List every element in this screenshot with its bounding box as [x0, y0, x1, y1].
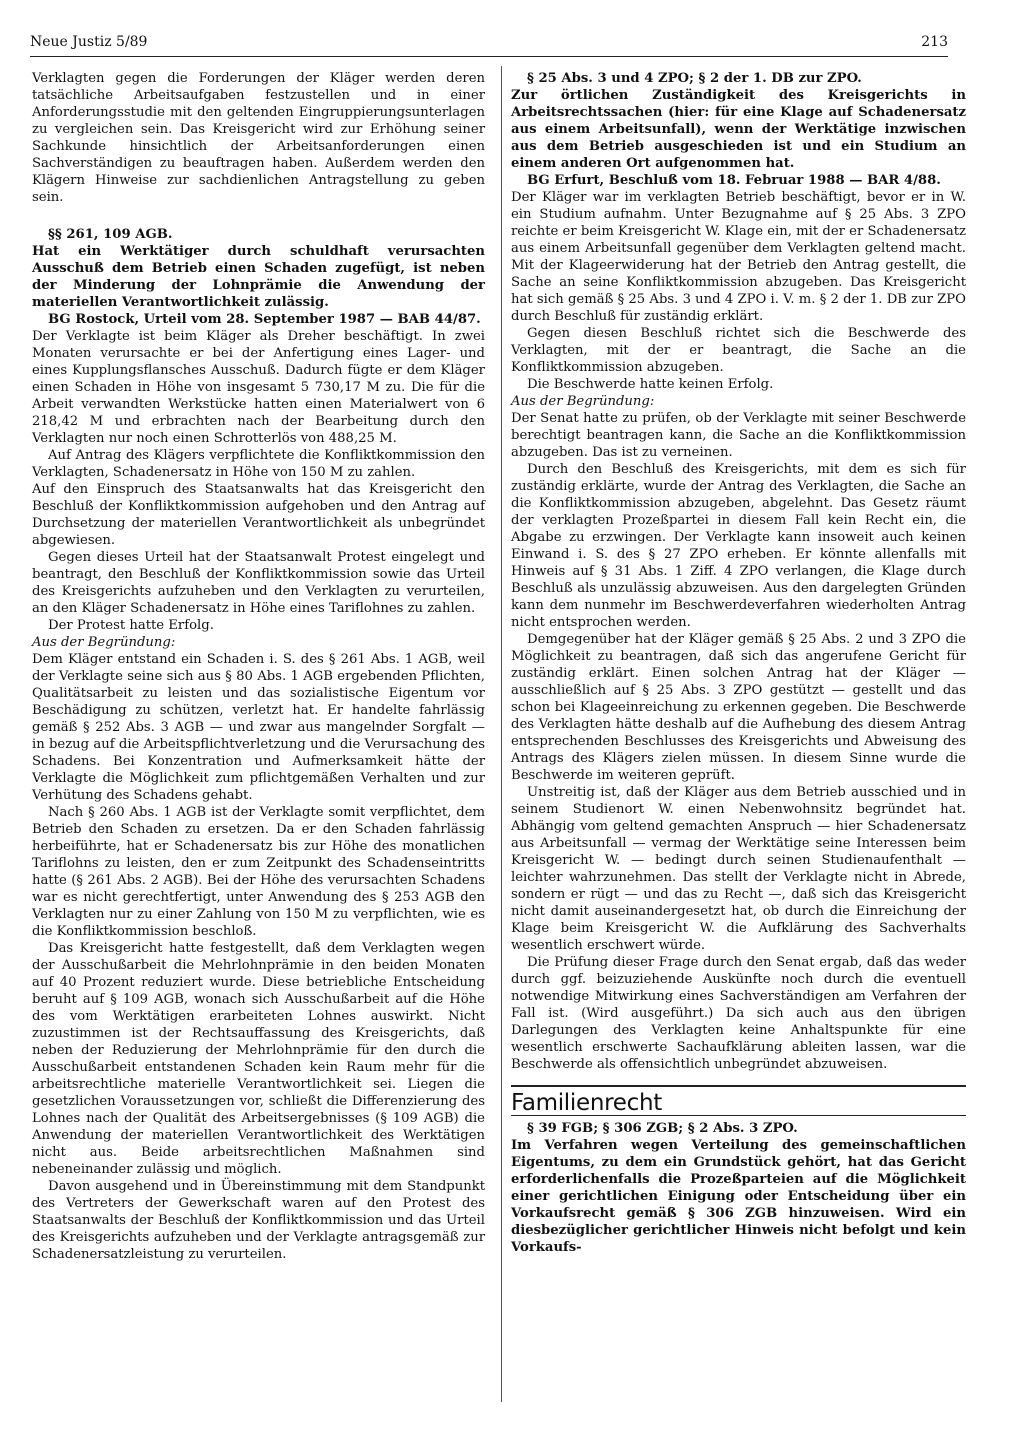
facts-paragraph: Die Beschwerde hatte keinen Erfolg.: [527, 377, 774, 392]
reasons-paragraph: Nach § 260 Abs. 1 AGB ist der Verklagte somit verpflichtet, dem Betrieb den Schaden zu ersetzen. Da er den Schaden fahrlässig herbeiführte, hat er Schadenersatz bis zur Höhe des monatlichen Tariflohns zu leisten, den er zum Zeitpunkt des Schadenseintritts hatte (§ 261 Abs. 2 AGB). Bei der Höhe des verursachten Schadens war es nicht gerechtfertigt, unter Anwendung des § 253 AGB den Verklagten nur zu einer Zahlung von 150 M zu verpflichten, wie es die Konfliktkommission beschloß.: [32, 805, 485, 939]
section-rule: [511, 1085, 966, 1087]
reasons-paragraph: Der Senat hatte zu prüfen, ob der Verklagte mit seiner Beschwerde berechtigt beantragen kann, die Sache an die Konfliktkommission abzugeben. Das ist zu verneinen.: [511, 411, 966, 460]
reasons-paragraph: Das Kreisgericht hatte festgestellt, daß dem Verklagten wegen der Ausschußarbeit die Mehrlohnprämie in den beiden Monaten auf 40 Prozent reduziert wurde. Diese betriebliche Entscheidung beruht auf § 109 AGB, wonach sich Ausschußarbeit auf die Höhe des vom Werktätigen erarbeiteten Lohnes auswirkt. Nicht zuzustimmen ist der Rechtsauffassung des Kreisgerichts, daß neben der Reduzierung der Mehrlohnprämie für den durch die Ausschußarbeit entstandenen Schaden kein Raum mehr für die arbeitsrechtliche materielle Verantwortlichkeit sei. Liegen die gesetzlichen Voraussetzungen vor, schließt die Differenzierung des Lohnes nach der Qualität des Arbeitsergebnisses (§ 109 AGB) die Anwendung der materiellen Verantwortlichkeit des Werktätigen nicht aus. Beide arbeitsrechtlichen Maßnahmen sind nebeneinander zulässig und möglich.: [32, 941, 485, 1177]
reasons-paragraph: Unstreitig ist, daß der Kläger aus dem Betrieb ausschied und in seinem Studienort W. einen Nebenwohnsitz begründet hat. Abhängig vom geltend gemachten Anspruch — hier Schadenersatz aus Arbeitsunfall — vermag der Werktätige seine Interessen beim Kreisgericht W. — bedingt durch seinen Studienaufenthalt — leichter wahrzunehmen. Das stellt der Verklagte nicht in Abrede, sondern er rügt — und das zu Recht —, daß sich das Kreisgericht nicht damit auseinandergesetzt hat, ob durch die Einreichung der Klage beim Kreisgericht W. die Aufklärung des Sachverhalts wesentlich erschwert würde.: [511, 785, 966, 953]
facts-paragraph: Gegen dieses Urteil hat der Staatsanwalt Protest eingelegt und beantragt, den Beschluß der Konfliktkommission sowie das Urteil des Kreisgerichts aufzuheben und den Verklagten zu verurteilen, an den Kläger Schadenersatz in Höhe eines Tariflohnes zu zahlen.: [32, 550, 485, 616]
intro-paragraph: Verklagten gegen die Forderungen der Kläger werden deren tatsächliche Arbeitsaufgaben festzustellen und in einer Anforderungsstudie mit den geltenden Eingruppierungsunterlagen zu vergleichen sein. Das Kreisgericht wird zur Erhöhung seiner Sachkunde hinsichtlich der Arbeitsanforderungen einen Sachverständigen zu beauftragen haben. Außerdem werden den Klägern Hinweise zur sachdienlichen Antragstellung zu geben sein.: [32, 71, 485, 205]
column-divider: [501, 66, 502, 1402]
section-title: Familienrecht: [511, 1095, 966, 1116]
headnote: Im Verfahren wegen Verteilung des gemeinschaftlichen Eigentums, zu dem ein Grundstück gehört, hat das Gericht erforderlichenfalls die Prozeßparteien auf die Möglichkeit einer gerichtlichen Einigung oder Entscheidung über ein Vorkaufsrecht gemäß § 306 ZGB hinzuweisen. Wird ein diesbezüglicher gerichtlicher Hinweis nicht befolgt und kein Vorkaufs-: [511, 1138, 966, 1255]
journal-title: Neue Justiz 5/89: [30, 34, 148, 50]
reasons-paragraph: Dem Kläger entstand ein Schaden i. S. des § 261 Abs. 1 AGB, weil der Verklagte seine sich aus § 80 Abs. 1 AGB ergebenden Pflichten, Qualitätsarbeit zu leisten und das sozialistische Eigentum vor Beschädigung zu schützen, verletzt hat. Er handelte fahrlässig gemäß § 252 Abs. 3 AGB — und zwar aus mangelnder Sorgfalt — in bezug auf die Arbeitspflichtverletzung und die Verursachung des Schadens. Bei Konzentration und Aufmerksamkeit hätte der Verklagte die Möglichkeit zum pflichtgemäßen Verhalten und zur Verhütung des Schadens gehabt.: [32, 652, 485, 803]
court-citation: BG Erfurt, Beschluß vom 18. Februar 1988 — BAR 4/88.: [527, 173, 941, 188]
reasons-heading: Aus der Begründung:: [32, 635, 176, 650]
facts-paragraph: Der Protest hatte Erfolg.: [48, 618, 214, 633]
headnote: Hat ein Werktätiger durch schuldhaft verursachten Ausschuß dem Betrieb einen Schaden zugefügt, ist neben der Minderung der Lohnprämie die Anwendung der materiellen Verantwortlichkeit zulässig.: [32, 244, 485, 310]
reasons-paragraph: Demgegenüber hat der Kläger gemäß § 25 Abs. 2 und 3 ZPO die Möglichkeit zu beantragen, daß sich das angerufene Gericht für zuständig erklärt. Einen solchen Antrag hat der Kläger — ausschließlich auf § 25 Abs. 3 ZPO gestützt — gestellt und das schon bei Klageeinreichung zu erkennen gegeben. Die Beschwerde des Verklagten hätte deshalb auf die Aufhebung des diesem Antrag entsprechenden Beschlusses des Kreisgerichts und Abweisung des Antrags des Klägers zielen müssen. In diesem Sinne wurde die Beschwerde im weiteren geprüft.: [511, 632, 966, 783]
law-reference: § 39 FGB; § 306 ZGB; § 2 Abs. 3 ZPO.: [527, 1121, 798, 1136]
reasons-paragraph: Durch den Beschluß des Kreisgerichts, mit dem es sich für zuständig erklärte, wurde der Antrag des Verklagten, die Sache an die Konfliktkommission abzugeben, abgelehnt. Das Gesetz räumt der verklagten Prozeßpartei in diesem Fall kein Recht ein, die Abgabe zu erzwingen. Der Verklagte kann insoweit auch keinen Einwand i. S. des § 27 ZPO erheben. Er könnte allenfalls mit Hinweis auf § 31 Abs. 1 Ziff. 4 ZPO verlangen, die Klage durch Beschluß als unzulässig abzuweisen. Aus den dargelegten Gründen kann dem nunmehr im Beschwerdeverfahren wiederholten Antrag nicht entsprochen werden.: [511, 462, 966, 630]
facts-paragraph: Auf Antrag des Klägers verpflichtete die Konfliktkommission den Verklagten, Schadenersatz in Höhe von 150 M zu zahlen.: [32, 448, 485, 480]
facts-paragraph: Gegen diesen Beschluß richtet sich die Beschwerde des Verklagten, mit der er beantragt, die Sache an die Konfliktkommission abzugeben.: [511, 326, 966, 375]
court-citation: BG Rostock, Urteil vom 28. September 1987 — BAB 44/87.: [48, 312, 481, 327]
headnote: Zur örtlichen Zuständigkeit des Kreisgerichts in Arbeitsrechtssachen (hier: für eine Klage auf Schadenersatz aus einem Arbeitsunfall), wenn der Werktätige inzwischen aus dem Betrieb ausgeschieden ist und ein Studium an einem anderen Ort aufgenommen hat.: [511, 88, 966, 171]
right-column: [511, 70, 966, 1256]
law-reference: §§ 261, 109 AGB.: [48, 227, 173, 242]
left-column: [32, 70, 485, 1263]
header-rule: [30, 56, 948, 57]
law-reference: § 25 Abs. 3 und 4 ZPO; § 2 der 1. DB zur ZPO.: [527, 71, 862, 86]
facts-paragraph: Auf den Einspruch des Staatsanwalts hat das Kreisgericht den Beschluß der Konfliktkommission aufgehoben und den Antrag auf Durchsetzung der materiellen Verantwortlichkeit als unbegründet abgewiesen.: [32, 482, 485, 548]
reasons-paragraph: Die Prüfung dieser Frage durch den Senat ergab, daß das weder durch ggf. beizuziehende Auskünfte noch durch die eventuell notwendige Mitwirkung eines Sachverständigen am Verfahren der Fall ist. (Wird ausgeführt.) Da sich auch aus den übrigen Darlegungen des Verklagten keine Anhaltspunkte für eine wesentlich erschwerte Sachaufklärung ableiten lassen, war die Beschwerde als offensichtlich unbegründet abzuweisen.: [511, 955, 966, 1072]
facts-paragraph: Der Kläger war im verklagten Betrieb beschäftigt, bevor er in W. ein Studium aufnahm. Unter Bezugnahme auf § 25 Abs. 3 ZPO reichte er beim Kreisgericht W. Klage ein, mit der er Schadenersatz aus einem Arbeitsunfall gegenüber dem Verklagten geltend macht. Mit der Klageerwiderung hat der Betrieb den Antrag gestellt, die Sache an seine Konfliktkommission abzugeben. Das Kreisgericht hat sich gemäß § 25 Abs. 3 und 4 ZPO i. V. m. § 2 der 1. DB zur ZPO durch Beschluß für zuständig erklärt.: [511, 190, 966, 324]
reasons-heading: Aus der Begründung:: [511, 394, 655, 409]
page-number: 213: [921, 34, 948, 50]
facts-paragraph: Der Verklagte ist beim Kläger als Dreher beschäftigt. In zwei Monaten verursachte er bei der Anfertigung eines Lager- und eines Kupplungsflansches Ausschuß. Dadurch fügte er dem Kläger einen Schaden in Höhe von insgesamt 5 730,17 M zu. Die für die Arbeit verwandten Werkstücke hatten einen Materialwert von 6 218,42 M und erbrachten nach der Bearbeitung durch den Verklagten nur noch einen Schrotterlös von 488,25 M.: [32, 329, 485, 446]
running-head: [30, 26, 948, 50]
reasons-paragraph: Davon ausgehend und in Übereinstimmung mit dem Standpunkt des Vertreters der Gewerkschaft waren auf den Protest des Staatsanwalts der Beschluß der Konfliktkommission und das Urteil des Kreisgerichts aufzuheben und der Verklagte antragsgemäß zur Schadenersatzleistung zu verurteilen.: [32, 1179, 485, 1262]
